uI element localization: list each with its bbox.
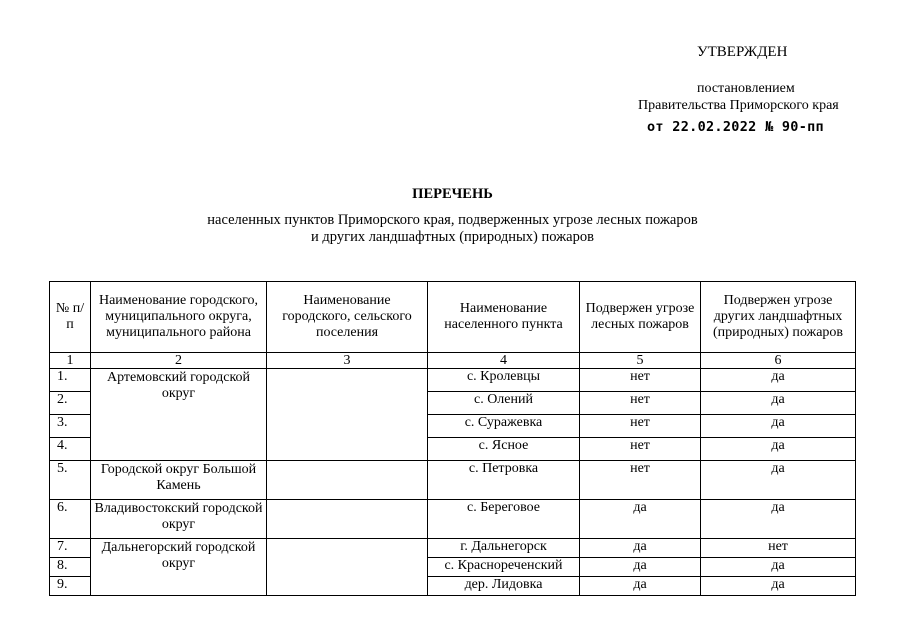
row-number: 7. <box>50 539 91 558</box>
locality-name: с. Ясное <box>428 438 580 461</box>
forest-fire-value: нет <box>580 392 701 415</box>
municipality-cell <box>267 500 428 539</box>
forest-fire-value: да <box>580 558 701 577</box>
district-name: Дальнегорский городской округ <box>91 539 267 596</box>
column-header-district: Наименование городского, муниципального округа, муниципального района <box>91 282 267 353</box>
settlements-table <box>49 281 856 596</box>
other-fire-value: да <box>701 500 856 539</box>
locality-name: с. Береговое <box>428 500 580 539</box>
column-number: 3 <box>267 353 428 369</box>
forest-fire-value: да <box>580 539 701 558</box>
table-row <box>50 539 856 558</box>
other-fire-value: да <box>701 438 856 461</box>
municipality-cell <box>267 539 428 596</box>
forest-fire-value: нет <box>580 438 701 461</box>
decree-line-1: постановлением <box>697 81 795 96</box>
row-number: 1. <box>50 369 91 392</box>
decree-line-2: Правительства Приморского края <box>638 98 839 113</box>
column-header-settlement-municipality: Наименование городского, сельского поселения <box>267 282 428 353</box>
municipality-cell <box>267 369 428 461</box>
column-number: 4 <box>428 353 580 369</box>
locality-name: с. Олений <box>428 392 580 415</box>
district-name: Городской округ Большой Камень <box>91 461 267 500</box>
locality-name: дер. Лидовка <box>428 577 580 596</box>
forest-fire-value: нет <box>580 415 701 438</box>
approved-stamp: УТВЕРЖДЕН <box>697 44 788 60</box>
row-number: 9. <box>50 577 91 596</box>
table-header-row <box>50 282 856 353</box>
column-number: 1 <box>50 353 91 369</box>
locality-name: с. Краснореченский <box>428 558 580 577</box>
district-name: Владивостокский городской округ <box>91 500 267 539</box>
forest-fire-value: нет <box>580 461 701 500</box>
row-number: 3. <box>50 415 91 438</box>
subtitle-line-1: населенных пунктов Приморского края, подверженных угрозе лесных пожаров <box>207 212 698 228</box>
decree-date: от 22.02.2022 № 90-пп <box>647 119 824 135</box>
forest-fire-value: нет <box>580 369 701 392</box>
other-fire-value: да <box>701 392 856 415</box>
subtitle-line-2: и других ландшафтных (природных) пожаров <box>311 229 594 245</box>
district-name: Артемовский городской округ <box>91 369 267 461</box>
other-fire-value: да <box>701 558 856 577</box>
row-number: 8. <box>50 558 91 577</box>
column-header-number: № п/п <box>50 282 91 353</box>
column-header-other-fire: Подвержен угрозе других ландшафтных (природных) пожаров <box>701 282 856 353</box>
column-numbers-row <box>50 353 856 369</box>
forest-fire-value: да <box>580 577 701 596</box>
locality-name: с. Кролевцы <box>428 369 580 392</box>
table-row <box>50 461 856 500</box>
column-number: 6 <box>701 353 856 369</box>
other-fire-value: да <box>701 415 856 438</box>
other-fire-value: да <box>701 461 856 500</box>
other-fire-value: нет <box>701 539 856 558</box>
row-number: 5. <box>50 461 91 500</box>
column-header-forest-fire: Подвержен угрозе лесных пожаров <box>580 282 701 353</box>
column-number: 5 <box>580 353 701 369</box>
locality-name: с. Суражевка <box>428 415 580 438</box>
forest-fire-value: да <box>580 500 701 539</box>
locality-name: с. Петровка <box>428 461 580 500</box>
municipality-cell <box>267 461 428 500</box>
row-number: 6. <box>50 500 91 539</box>
column-number: 2 <box>91 353 267 369</box>
other-fire-value: да <box>701 577 856 596</box>
row-number: 4. <box>50 438 91 461</box>
row-number: 2. <box>50 392 91 415</box>
document-title: ПЕРЕЧЕНЬ <box>412 186 493 202</box>
table-row <box>50 369 856 392</box>
locality-name: г. Дальнегорск <box>428 539 580 558</box>
other-fire-value: да <box>701 369 856 392</box>
table-row <box>50 500 856 539</box>
column-header-locality: Наименование населенного пункта <box>428 282 580 353</box>
